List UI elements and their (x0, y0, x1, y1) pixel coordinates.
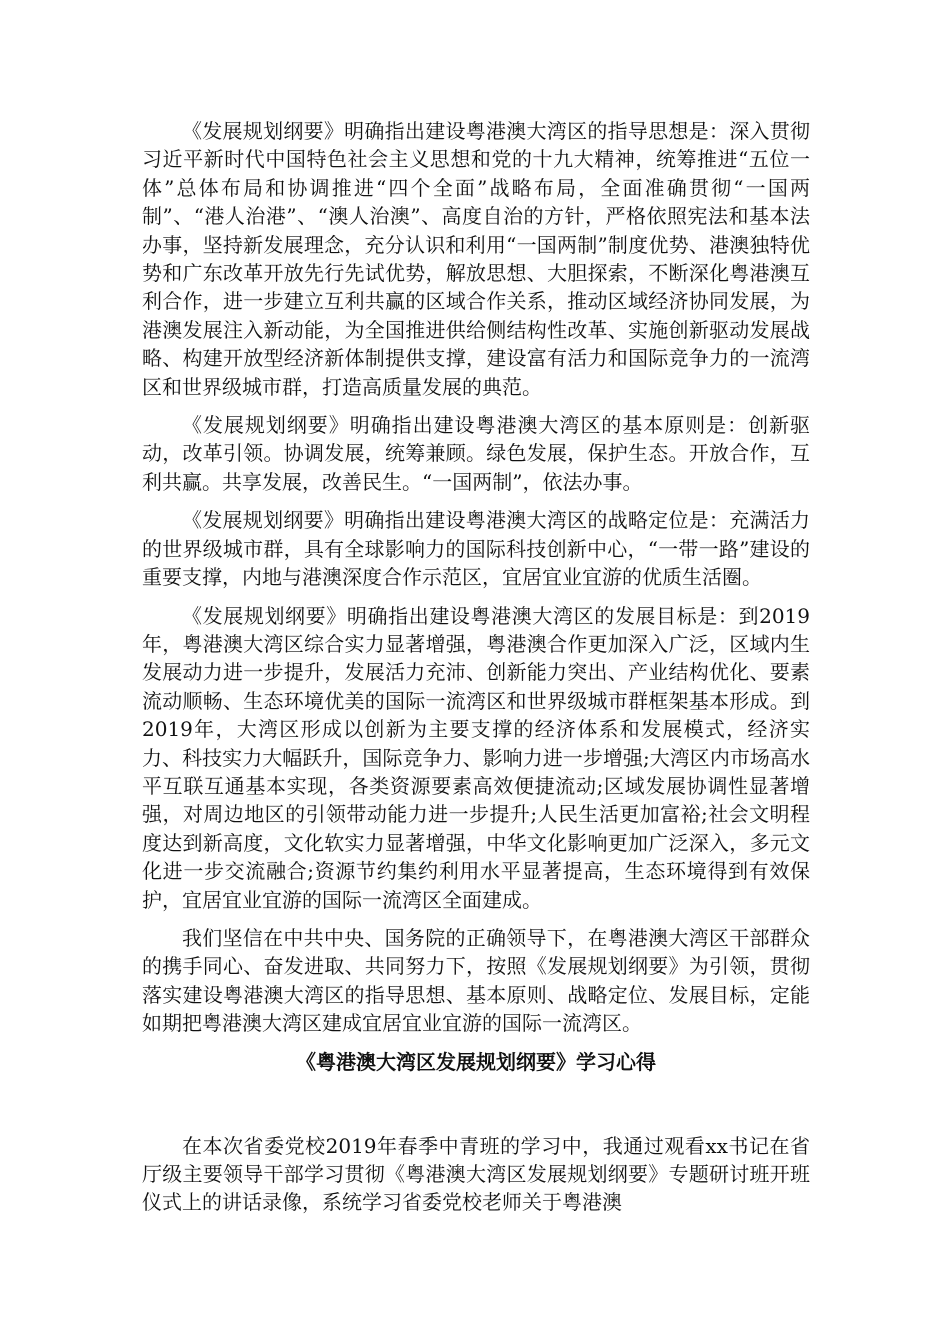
paragraph-conclusion: 我们坚信在中共中央、国务院的正确领导下，在粤港澳大湾区干部群众的携手同心、奋发进取、共同努力下，按照《发展规划纲要》为引领，贯彻落实建设粤港澳大湾区的指导思想、基本原则、战略定位、发展目标，定能如期把粤港澳大湾区建成宜居宜业宜游的国际一流湾区。 (142, 925, 810, 1036)
paragraph-guiding-ideology: 《发展规划纲要》明确指出建设粤港澳大湾区的指导思想是：深入贯彻习近平新时代中国特色社会主义思想和党的十九大精神，统筹推进“五位一体”总体布局和协调推进“四个全面”战略布局，全面准确贯彻“一国两制”、“港人治港”、“澳人治澳”、高度自治的方针，严格依照宪法和基本法办事，坚持新发展理念，充分认识和利用“一国两制”制度优势、港澳独特优势和广东改革开放先行先试优势，解放思想、大胆探索，不断深化粤港澳互利合作，进一步建立互利共赢的区域合作关系，推动区域经济协同发展，为港澳发展注入新动能，为全国推进供给侧结构性改革、实施创新驱动发展战略、构建开放型经济新体制提供支撑，建设富有活力和国际竞争力的一流湾区和世界级城市群，打造高质量发展的典范。 (142, 119, 810, 399)
paragraph-development-goals: 《发展规划纲要》明确指出建设粤港澳大湾区的发展目标是：到2019年，粤港澳大湾区综合实力显著增强，粤港澳合作更加深入广泛，区域内生发展动力进一步提升，发展活力充沛、创新能力突出、产业结构优化、要素流动顺畅、生态环境优美的国际一流湾区和世界级城市群框架基本形成。到2019年，大湾区形成以创新为主要支撑的经济体系和发展模式，经济实力、科技实力大幅跃升，国际竞争力、影响力进一步增强;大湾区内市场高水平互联互通基本实现，各类资源要素高效便捷流动;区域发展协调性显著增强，对周边地区的引领带动能力进一步提升;人民生活更加富裕;社会文明程度达到新高度，文化软实力显著增强，中华文化影响更加广泛深入，多元文化进一步交流融合;资源节约集约利用水平显著提高，生态环境得到有效保护，宜居宜业宜游的国际一流湾区全面建成。 (142, 603, 810, 912)
paragraph-basic-principles: 《发展规划纲要》明确指出建设粤港澳大湾区的基本原则是：创新驱动，改革引领。协调发展，统筹兼顾。绿色发展，保护生态。开放合作，互利共赢。共享发展，改善民生。“一国两制”，依法办事。 (142, 413, 810, 494)
paragraph-study-notes: 在本次省委党校2019年春季中青班的学习中，我通过观看xx书记在省厅级主要领导干部学习贯彻《粤港澳大湾区发展规划纲要》专题研讨班开班仪式上的讲话录像，系统学习省委党校老师关于粤港澳 (142, 1133, 810, 1215)
section-title: 《粤港澳大湾区发展规划纲要》学习心得 (296, 1049, 656, 1074)
blank-line (142, 1076, 810, 1132)
document-page (142, 117, 810, 1227)
paragraph-strategic-positioning: 《发展规划纲要》明确指出建设粤港澳大湾区的战略定位是：充满活力的世界级城市群，具有全球影响力的国际科技创新中心，“一带一路”建设的重要支撑，内地与港澳深度合作示范区，宜居宜业宜游的优质生活圈。 (142, 508, 810, 590)
